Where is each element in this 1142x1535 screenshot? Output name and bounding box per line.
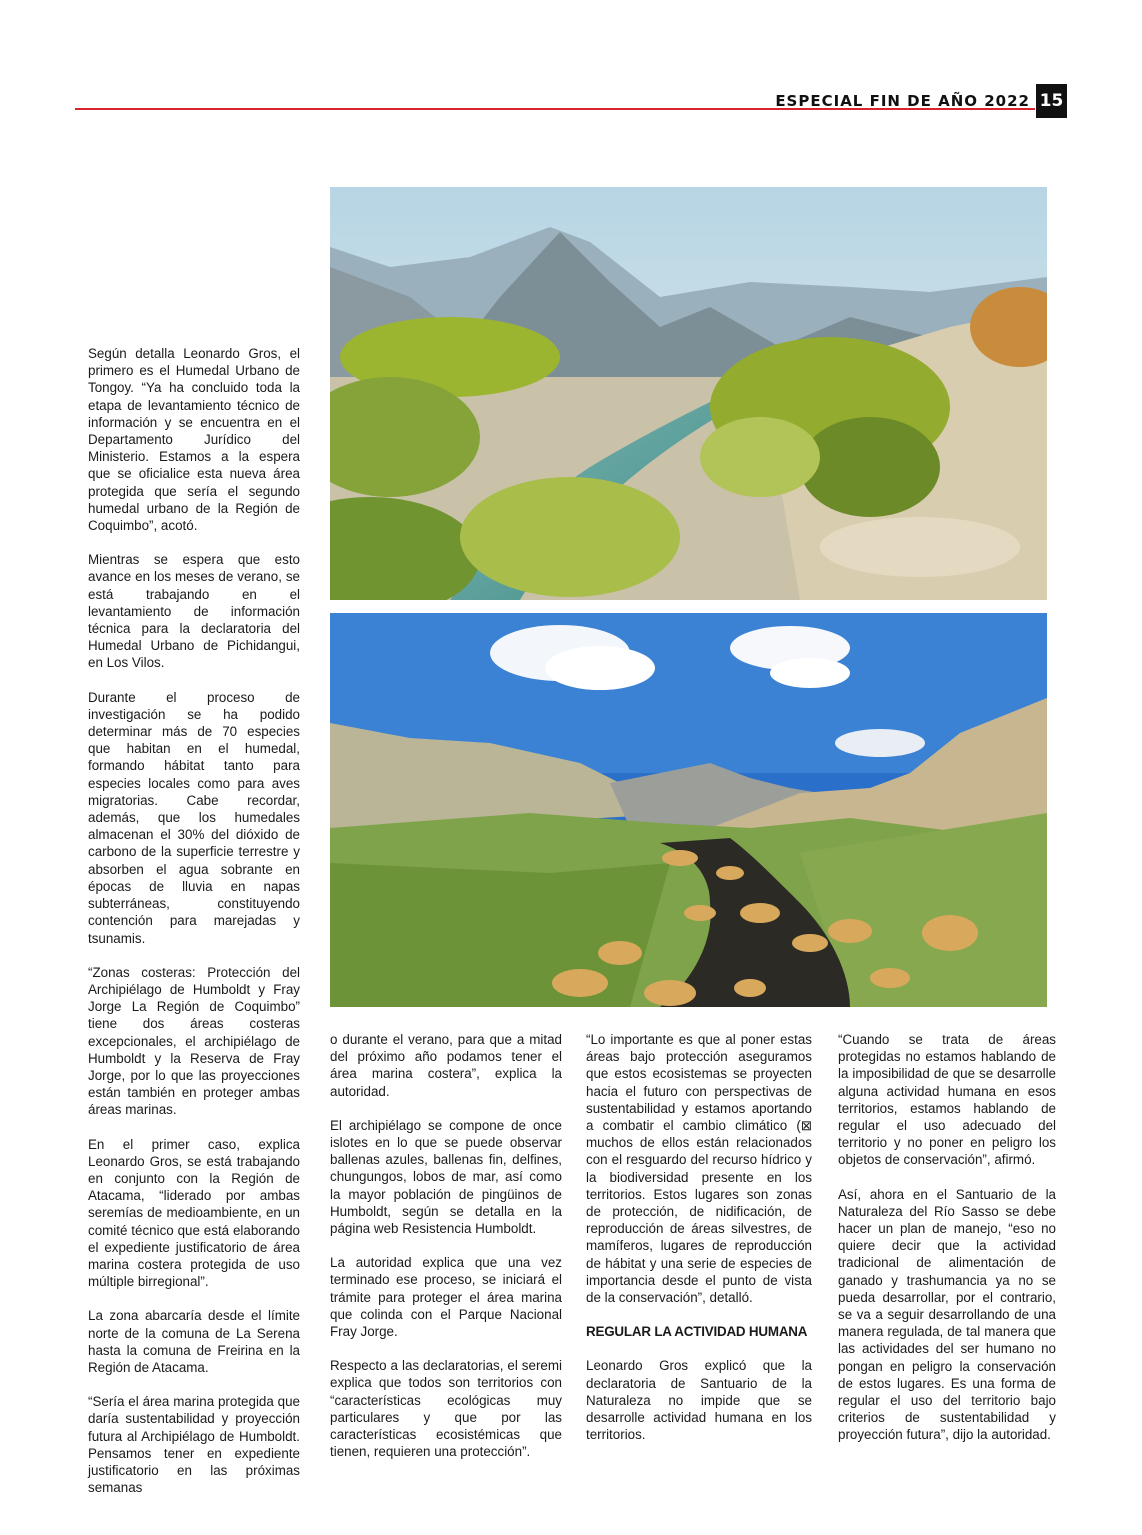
article-column-2 <box>330 1031 562 1477</box>
paragraph: o durante el verano, para que a mitad del próximo año podamos tener el área marina costera”, explica la autoridad. <box>330 1032 562 1099</box>
paragraph: Leonardo Gros explicó que la declaratoria de Santuario de la Naturaleza no impide que se desarrolle actividad humana en los territorios. <box>586 1358 812 1443</box>
page-number: 15 <box>1036 84 1067 118</box>
photo-valley-stream <box>330 613 1047 1007</box>
paragraph: Mientras se espera que esto avance en los meses de verano, se está trabajando en el levantamiento de información técnica para la declaratoria del Humedal Urbano de Pichidangui, en Los Vilos. <box>88 552 300 671</box>
paragraph: “Cuando se trata de áreas protegidas no estamos hablando de la imposibilidad de que se desarrolle alguna actividad humana en esos territorios, estamos hablando de regular el uso adecuado del territorio y no poner en peligro los objetos de conservación”, afirmó. <box>838 1032 1056 1168</box>
paragraph: “Lo importante es que al poner estas áreas bajo protección aseguramos que estos ecosistemas se proyecten hacia el futuro con perspectivas de sustentabilidad y estamos aportando a combatir el cambio climático (⊠ muchos de ellos están relacionados con el resguardo del recurso hídrico y la biodiversidad presente en los territorios. Estos lugares son zonas de protección, de nidificación, de reproducción de áreas silvestres, de mamíferos, lugares de reproducción de hábitat y una serie de especies de importancia desde el punto de vista de la conservación”, detalló. <box>586 1032 812 1306</box>
paragraph: Así, ahora en el Santuario de la Naturaleza del Río Sasso se debe hacer un plan de manejo, “eso no quiere decir que la actividad tradicional de alimentación de ganado y trashumancia ya no se pueda desarrollar, por el contrario, se va a seguir desarrollando de una manera regulada, de tal manera que las actividades del ser humano no pongan en peligro la conservación de estos lugares. Es una forma de regular el uso del territorio bajo criterios de sustentabilidad y proyección futura”, dijo la autoridad. <box>838 1186 1056 1443</box>
article-column-3 <box>586 1031 812 1460</box>
paragraph: “Zonas costeras: Protección del Archipiélago de Humboldt y Fray Jorge La Región de Coquimbo” tiene dos áreas costeras excepcionales, el archipiélago de Humboldt y la Reserva de Fray Jorge, por lo que las proyecciones están también en proteger ambas áreas marinas. <box>88 964 300 1118</box>
paragraph: “Sería el área marina protegida que daría sustentabilidad y proyección futura al Archipiélago de Humboldt. Pensamos tener en expediente justificatorio en las próximas semanas <box>88 1394 300 1496</box>
article-column-4 <box>838 1031 1056 1461</box>
section-title: ESPECIAL FIN DE AÑO 2022 <box>775 92 1030 110</box>
paragraph: En el primer caso, explica Leonardo Gros, se está trabajando en conjunto con la Región de Atacama, “liderado por ambas seremías de medioambiente, en un comité técnico que está elaborando el expediente justificatorio de área marina costera protegida de uso múltiple birregional”. <box>88 1136 300 1290</box>
article-column-1 <box>88 345 300 1513</box>
paragraph: Durante el proceso de investigación se ha podido determinar más de 70 especies que habitan en el humedal, formando hábitat tanto para especies locales como para aves migratorias. Cabe recordar, además, que los humedales almacenan el 30% del dióxido de carbono de la superficie terrestre y absorben el agua sobrante en épocas de lluvia en napas subterráneas, constituyendo contención para marejadas y tsunamis. <box>88 689 300 946</box>
paragraph: Respecto a las declaratorias, el seremi explica que todos son territorios con “características ecológicas muy particulares y que por las características ecosistémicas que tienen, requieren una protección”. <box>330 1358 562 1460</box>
section-subheading: REGULAR LA ACTIVIDAD HUMANA <box>586 1324 808 1340</box>
paragraph: Según detalla Leonardo Gros, el primero es el Humedal Urbano de Tongoy. “Ya ha concluido toda la etapa de levantamiento técnico de información y se encuentra en el Departamento Jurídico del Ministerio. Estamos a la espera que se oficialice esta nueva área protegida que sería el segundo humedal urbano de la Región de Coquimbo”, acotó. <box>88 346 300 534</box>
photo-mountain-stream <box>330 187 1047 600</box>
paragraph: El archipiélago se compone de once islotes en lo que se puede observar ballenas azules, ballenas fin, delfines, chungungos, lobos de mar, así como la mayor población de pingüinos de Humboldt, según se detalla en la página web Resistencia Humboldt. <box>330 1117 562 1237</box>
paragraph: La autoridad explica que una vez terminado ese proceso, se iniciará el trámite para proteger el área marina que colinda con el Parque Nacional Fray Jorge. <box>330 1255 562 1340</box>
paragraph: La zona abarcaría desde el límite norte de la comuna de La Serena hasta la comuna de Freirina en la Región de Atacama. <box>88 1308 300 1375</box>
